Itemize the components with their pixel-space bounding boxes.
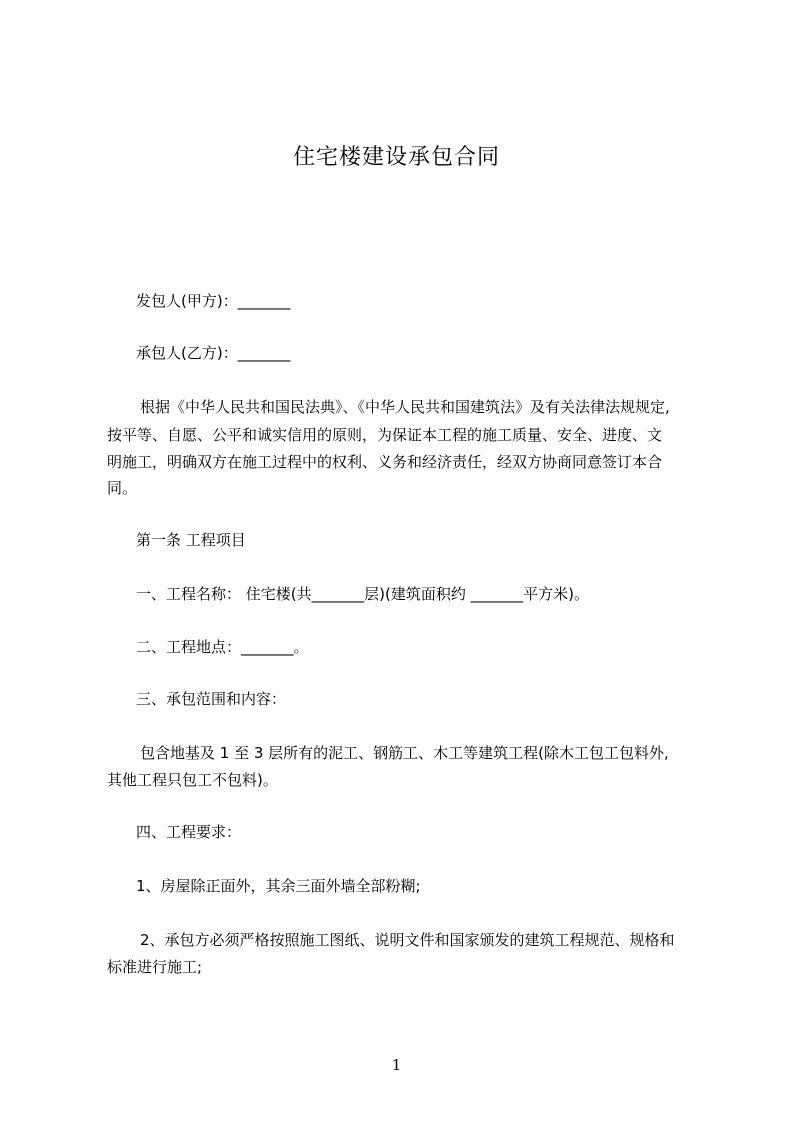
document-title: 住宅楼建设承包合同 — [292, 145, 500, 170]
project-location-item: 二、工程地点：_______。 — [136, 638, 309, 656]
scope-line: 其他工程只包工不包料)。 — [107, 771, 278, 789]
requirement-line: 标准进行施工; — [107, 958, 203, 976]
project-name-item: 一、工程名称： 住宅楼(共_______层)(建筑面积约 _______平方米)。 — [136, 585, 589, 603]
preamble-line: 按平等、自愿、公平和诚实信用的原则，为保证本工程的施工质量、安全、进度、文 — [107, 426, 663, 444]
party-b-line: 承包人(乙方)：_______ — [136, 344, 291, 362]
scope-heading-item: 三、承包范围和内容： — [136, 690, 287, 708]
requirement-line: 2、承包方必须严格按照施工图纸、说明文件和国家颁发的建筑工程规范、规格和 — [140, 931, 675, 949]
page-number: 1 — [391, 1056, 402, 1074]
party-a-line: 发包人(甲方)：_______ — [136, 292, 291, 310]
preamble-line: 同。 — [107, 479, 138, 497]
requirements-heading-item: 四、工程要求： — [136, 823, 242, 841]
requirement-1: 1、房屋除正面外，其余三面外墙全部粉糊; — [136, 877, 421, 895]
preamble-line: 明施工，明确双方在施工过程中的权利、义务和经济责任，经双方协商同意签订本合 — [107, 453, 663, 471]
preamble-line: 根据《中华人民共和国民法典》、《中华人民共和国建筑法》及有关法律法规规定, — [140, 398, 670, 416]
scope-line: 包含地基及 1 至 3 层所有的泥工、钢筋工、木工等建筑工程(除木工包工包料外, — [140, 744, 669, 762]
article-heading: 第一条 工程项目 — [136, 531, 246, 549]
